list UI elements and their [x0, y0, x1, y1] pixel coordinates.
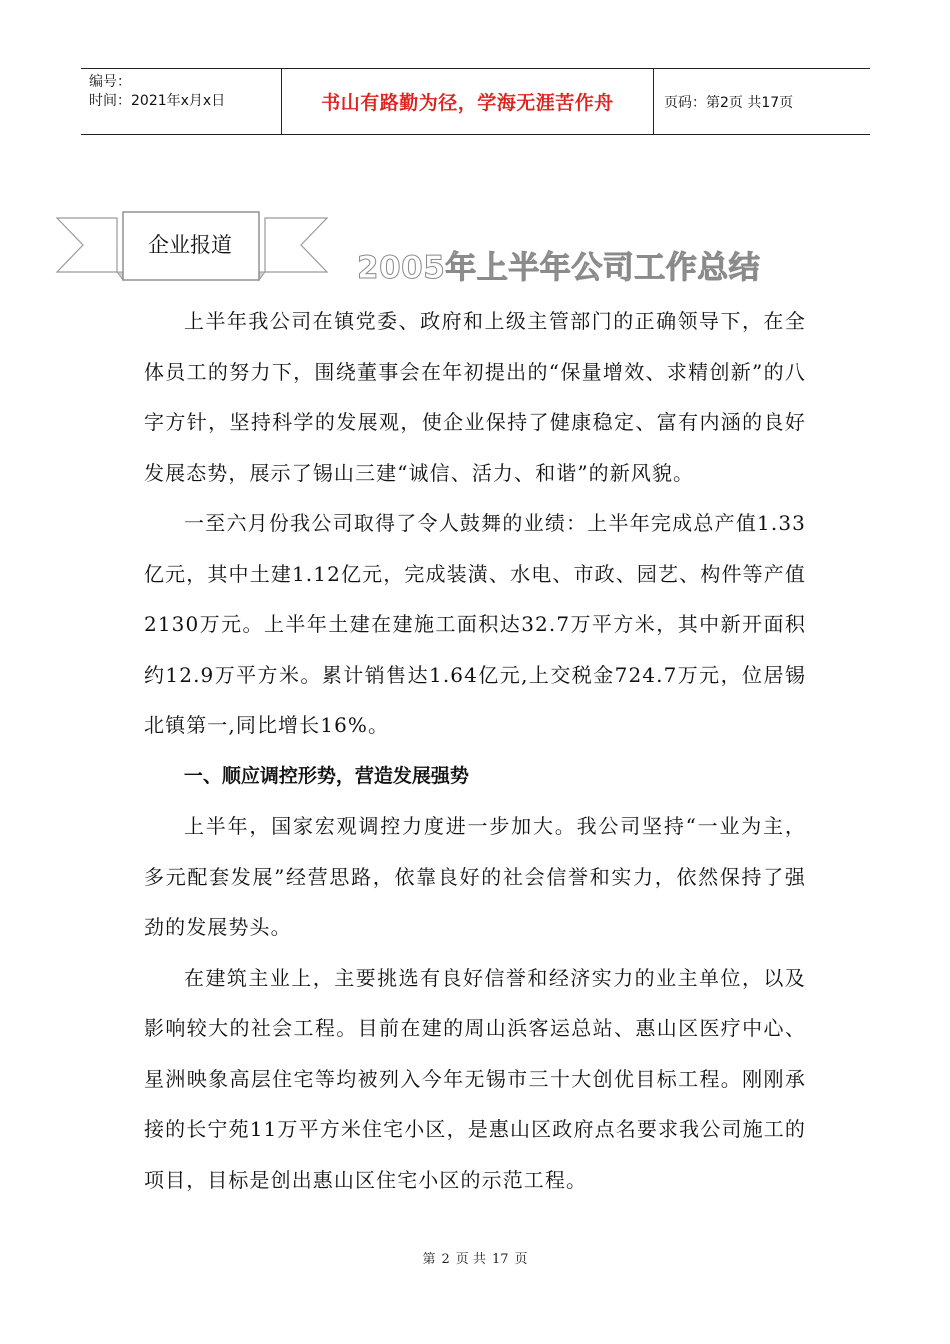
document-title: 2005年上半年公司工作总结	[357, 250, 761, 286]
page-header	[81, 68, 870, 135]
document-number-label: 编号：	[89, 74, 131, 90]
paragraph: 一至六月份我公司取得了令人鼓舞的业绩：上半年完成总产值1.33亿元，其中土建1.12亿元，完成装潢、水电、市政、园艺、构件等产值2130万元。上半年土建在建施工面积达32.7万平方米，其中新开面积约12.9万平方米。累计销售达1.64亿元,上交税金724.7万元，位居锡北镇第一,同比增长16%。	[144, 511, 806, 737]
banner-label: 企业报道	[148, 233, 232, 257]
header-page-info: 页码：第2页 共17页	[664, 94, 794, 111]
header-motto: 书山有路勤为径，学海无涯苦作舟	[282, 69, 654, 134]
paragraph: 在建筑主业上，主要挑选有良好信誉和经济实力的业主单位，以及影响较大的社会工程。目前在建的周山浜客运总站、惠山区医疗中心、星洲映象高层住宅等均被列入今年无锡市三十大创优目标工程。刚刚承接的长宁苑11万平方米住宅小区，是惠山区政府点名要求我公司施工的项目，目标是创出惠山区住宅小区的示范工程。	[144, 965, 806, 1192]
page-footer	[0, 1248, 950, 1267]
header-meta	[81, 69, 282, 134]
footer-suffix: 页	[514, 1252, 528, 1267]
footer-page-number: 2	[441, 1252, 450, 1267]
footer-prefix: 第	[422, 1252, 436, 1267]
footer-total-pages: 17	[491, 1252, 509, 1267]
footer-middle: 页 共	[455, 1252, 486, 1267]
document-body	[144, 296, 806, 1205]
section-heading: 一、顺应调控形势，营造发展强势	[183, 764, 469, 787]
paragraph: 上半年，国家宏观调控力度进一步加大。我公司坚持“一业为主，多元配套发展”经营思路，依靠良好的社会信誉和实力，依然保持了强劲的发展势头。	[144, 814, 806, 939]
paragraph: 上半年我公司在镇党委、政府和上级主管部门的正确领导下，在全体员工的努力下，围绕董事会在年初提出的“保量增效、求精创新”的八字方针，坚持科学的发展观，使企业保持了健康稳定、富有内涵的良好发展态势，展示了锡山三建“诚信、活力、和谐”的新风貌。	[144, 309, 806, 485]
report-banner	[55, 206, 330, 286]
document-date-label: 时间：2021年x月x日	[89, 93, 226, 109]
